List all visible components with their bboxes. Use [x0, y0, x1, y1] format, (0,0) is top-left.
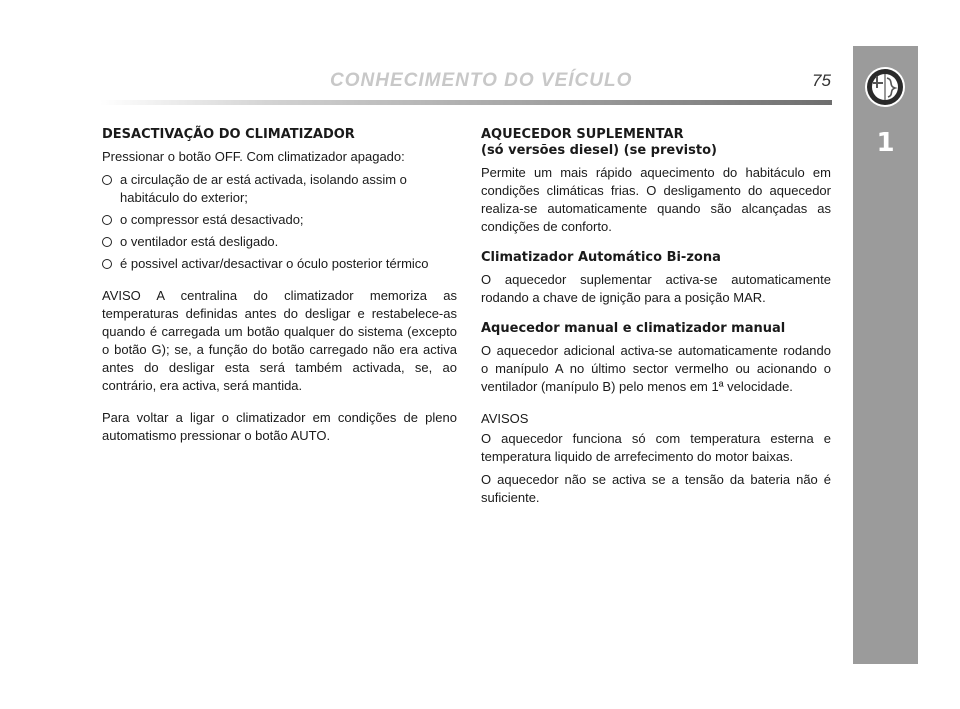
list-item: a circulação de ar está activada, isolando assim o habitáculo do exterior;	[102, 171, 457, 207]
list-item: o compressor está desactivado;	[102, 211, 457, 229]
left-column	[102, 127, 457, 450]
chapter-number: 1	[876, 128, 895, 158]
circle-bullet-icon	[102, 175, 112, 185]
list-item: o ventilador está desligado.	[102, 233, 457, 251]
avisos-text: O aquecedor não se activa se a tensão da bateria não é suficiente.	[481, 472, 831, 505]
circle-bullet-icon	[102, 259, 112, 269]
list-item: é possivel activar/desactivar o óculo posterior térmico	[102, 255, 457, 273]
section-subheading: (só versões diesel) (se previsto)	[481, 143, 717, 158]
avisos-text: O aquecedor funciona só com temperatura esterna e temperatura liquido de arrefecimento do motor baixas.	[481, 431, 831, 464]
intro-text: Pressionar o botão OFF. Com climatizador apagado:	[102, 149, 405, 164]
circle-bullet-icon	[102, 215, 112, 225]
bizona-text: O aquecedor suplementar activa-se automaticamente rodando a chave de ignição para a posição MAR.	[481, 272, 831, 305]
restart-paragraph: Para voltar a ligar o climatizador em condições de pleno automatismo pressionar o botão AUTO.	[102, 410, 457, 443]
alfa-romeo-logo-icon	[864, 66, 906, 108]
page-header-title: CONHECIMENTO DO VEÍCULO	[330, 70, 633, 91]
manual-text: O aquecedor adicional activa-se automaticamente rodando o manípulo A no último sector vermelho ou acionando o ventilador (manípulo B) pelo menos em 1ª velocidade.	[481, 343, 831, 394]
aviso-paragraph: AVISO A centralina do climatizador memoriza as temperaturas definidas antes do desligar e restabelece-as quando é carregada um botão qualquer do sistema (excepto o botão G); se, a função do botão carregado não era activa antes do desligar esta será também activada, se, ao contrário, era activa, será mantida.	[102, 288, 457, 393]
section-heading: AQUECEDOR SUPLEMENTAR	[481, 127, 684, 142]
avisos-label: AVISOS	[481, 411, 529, 426]
bullet-list	[102, 171, 457, 273]
intro-text: Permite um mais rápido aquecimento do habitáculo em condições climáticas frias. O desligamento do aquecedor realiza-se automaticamente quando são alcançadas as condições de conforto.	[481, 165, 831, 234]
section-heading: DESACTIVAÇÃO DO CLIMATIZADOR	[102, 127, 355, 142]
header-rule	[100, 100, 832, 105]
subsection-heading-bizona: Climatizador Automático Bi-zona	[481, 250, 721, 265]
circle-bullet-icon	[102, 237, 112, 247]
subsection-heading-manual: Aquecedor manual e climatizador manual	[481, 321, 786, 336]
page-number: 75	[812, 71, 831, 90]
right-column	[481, 127, 831, 512]
